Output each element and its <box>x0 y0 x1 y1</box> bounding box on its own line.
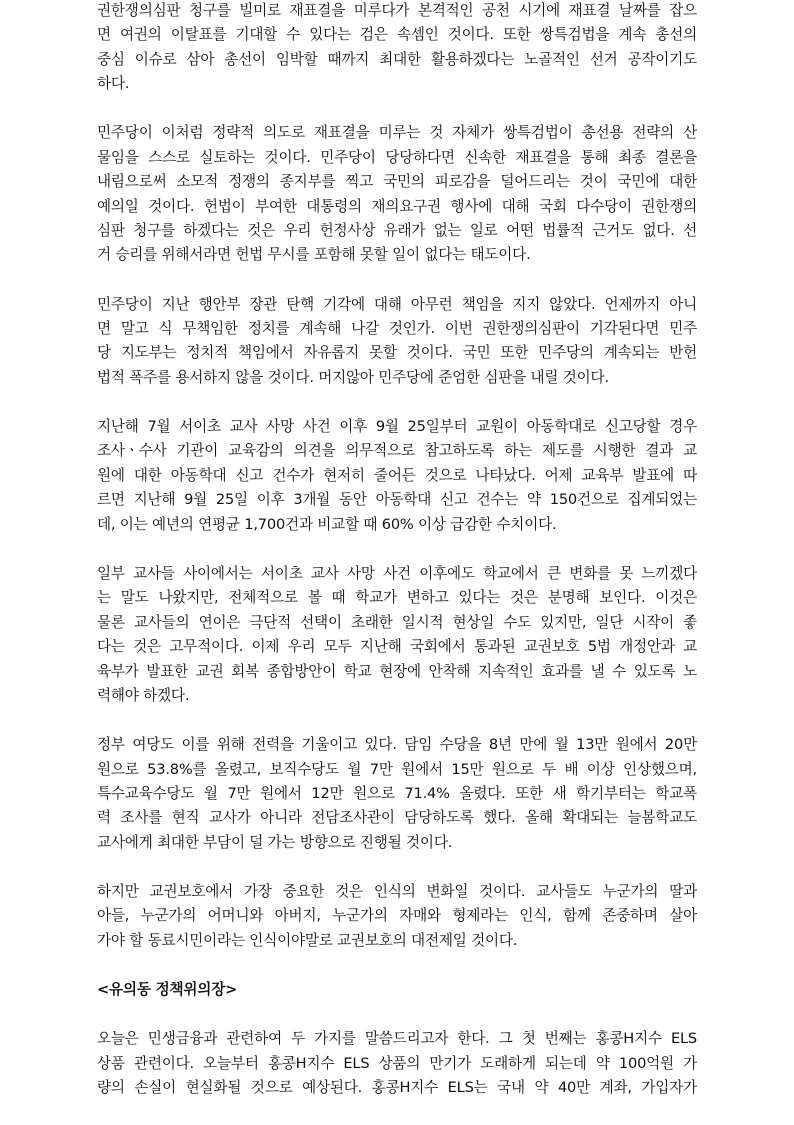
text-line: 가야 할 동료시민이라는 인식이야말로 교권보호의 대전제일 것이다. <box>97 931 518 949</box>
text-line: 조사ㆍ수사 기관이 교육감의 의견을 의무적으로 참고하도록 하는 제도를 시행한 결과 교 <box>97 442 697 460</box>
text-line: 력 조사를 현직 교사가 아니라 전담조사관이 담당하도록 했다. 올해 확대되는 늘봄학교도 <box>97 809 697 827</box>
text-line: 데, 이는 예년의 연평균 1,700건과 비교할 때 60% 이상 급감한 수치이다. <box>97 515 557 533</box>
text-line: 원으로 53.8%를 올렸고, 보직수당도 월 7만 원에서 15만 원으로 두 배 이상 인상했으며, <box>97 760 697 778</box>
speaker-heading: <유의동 정책위의장> <box>97 980 238 998</box>
paragraph-6 <box>97 733 697 855</box>
text-line: 권한쟁의심판 청구를 빌미로 재표결을 미루다가 본격적인 공천 시기에 재표결 날짜를 잡으 <box>97 2 697 19</box>
text-line: 법적 폭주를 용서하지 않을 것이다. 머지않아 민주당에 준엄한 심판을 내릴 것이다. <box>97 368 609 386</box>
paragraph-4 <box>97 415 697 537</box>
paragraph-3 <box>97 293 697 391</box>
text-line: 상품 관련이다. 오늘부터 홍콩H지수 ELS 상품의 만기가 도래하게 되는데 약 100억원 가 <box>97 1054 697 1072</box>
text-line: 력해야 하겠다. <box>97 686 190 704</box>
text-line: 면 여권의 이탈표를 기대할 수 있다는 검은 속셈인 것이다. 또한 쌍특검법을 계속 총선의 <box>97 26 697 44</box>
paragraph-7 <box>97 880 697 953</box>
text-line: 르면 지난해 9월 25일 이후 3개월 동안 아동학대 신고 건수는 약 150건으로 집계되었는 <box>97 491 697 509</box>
text-line: 지난해 7월 서이초 교사 사망 사건 이후 9월 25일부터 교원이 아동학대로 신고당할 경우 <box>97 418 697 436</box>
document-page <box>97 0 697 1125</box>
text-line: 거 승리를 위해서라면 헌법 무시를 포함해 못할 일이 없다는 태도이다. <box>97 246 531 264</box>
text-line: 민주당이 지난 행안부 장관 탄핵 기각에 대해 아무런 책임을 지지 않았다. 언제까지 아니 <box>97 295 697 313</box>
text-line: 아들, 누군가의 어머니와 아버지, 누군가의 자매와 형제라는 인식, 함께 존중하며 살아 <box>97 907 697 925</box>
text-line: 면 말고 식 무책임한 정치를 계속해 나갈 것인가. 이번 권한쟁의심판이 기각된다면 민주 <box>97 320 697 338</box>
text-line: 당 지도부는 정치적 책임에서 자유롭지 못할 것이다. 국민 또한 민주당의 계속되는 반헌 <box>97 344 697 362</box>
text-line: 정부 여당도 이를 위해 전력을 기울이고 있다. 담임 수당을 8년 만에 월 13만 원에서 20만 <box>97 736 697 754</box>
text-line: 예의일 것이다. 헌법이 부여한 대통령의 재의요구권 행사에 대해 국회 다수당이 권한쟁의 <box>97 197 697 215</box>
text-line: 다는 것은 고무적이다. 이제 우리 모두 지난해 국회에서 통과된 교권보호 5법 개정안과 교 <box>97 638 697 656</box>
text-line: 물임을 스스로 실토하는 것이다. 민주당이 당당하다면 신속한 재표결을 통해 최종 결론을 <box>97 148 697 166</box>
text-line: 는 말도 나왔지만, 전체적으로 볼 때 학교가 변하고 있다는 것은 분명해 보인다. 이것은 <box>97 589 697 607</box>
text-line: 교사에게 최대한 부담이 덜 가는 방향으로 진행될 것이다. <box>97 833 453 851</box>
text-line: 내림으로써 소모적 정쟁의 종지부를 찍고 국민의 피로감을 덜어드리는 것이 국민에 대한 <box>97 173 697 191</box>
text-line: 하다. <box>97 75 130 93</box>
text-line: 일부 교사들 사이에서는 서이초 교사 사망 사건 이후에도 학교에서 큰 변화를 못 느끼겠다 <box>97 564 697 582</box>
text-line: 물론 교사들의 연이은 극단적 선택이 초래한 일시적 현상일 수도 있지만, 일단 시작이 좋 <box>97 613 697 631</box>
paragraph-2 <box>97 121 697 267</box>
text-line: 중심 이슈로 삼아 총선이 임박할 때까지 최대한 활용하겠다는 노골적인 선거 공작이기도 <box>97 50 697 68</box>
text-line: 원에 대한 아동학대 신고 건수가 현저히 줄어든 것으로 나타났다. 어제 교육부 발표에 따 <box>97 466 697 484</box>
paragraph-5 <box>97 562 697 708</box>
text-line: 심판 청구를 하겠다는 것은 우리 헌정사상 유래가 없는 일로 어떤 법률적 근거도 없다. 선 <box>97 222 697 240</box>
text-line: 량의 손실이 현실화될 것으로 예상된다. 홍콩H지수 ELS는 국내 약 40만 계좌, 가입자가 <box>97 1079 697 1096</box>
text-line: 민주당이 이처럼 정략적 의도로 재표결을 미루는 것 자체가 쌍특검법이 총선용 전략의 산 <box>97 124 697 142</box>
text-line: 하지만 교권보호에서 가장 중요한 것은 인식의 변화일 것이다. 교사들도 누군가의 딸과 <box>97 882 697 900</box>
paragraph-1 <box>97 0 697 97</box>
text-line: 오늘은 민생금융과 관련하여 두 가지를 말씀드리고자 한다. 그 첫 번째는 홍콩H지수 ELS <box>97 1030 697 1048</box>
text-line: 육부가 발표한 교권 회복 종합방안이 학교 현장에 안착해 지속적인 효과를 낼 수 있도록 노 <box>97 662 697 680</box>
text-line: 특수교육수당도 월 7만 원에서 12만 원으로 71.4% 올렸다. 또한 새 학기부터는 학교폭 <box>97 784 697 802</box>
paragraph-final <box>97 1027 697 1100</box>
